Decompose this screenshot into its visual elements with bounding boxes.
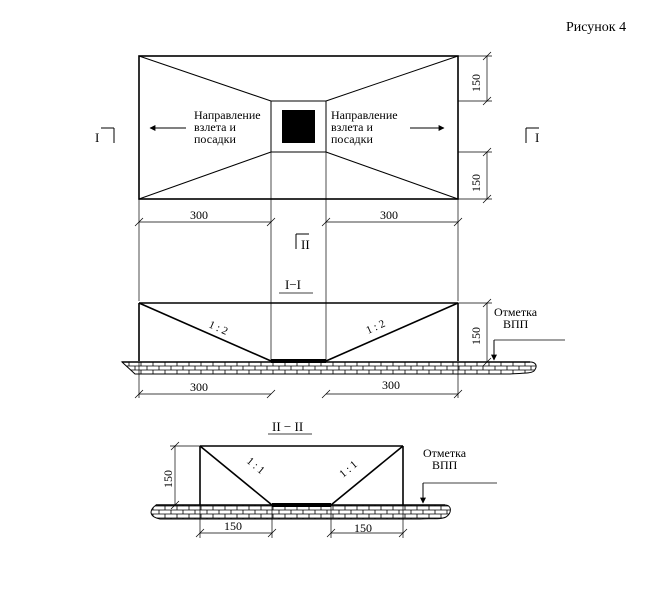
dim-label-300-left: 300	[190, 208, 208, 222]
dim-label-150-top: 150	[469, 74, 483, 92]
ground-hatch	[151, 505, 450, 519]
slope-label-left: 1 : 1	[244, 455, 267, 477]
ground-hatch	[122, 362, 536, 374]
dim-label-300-right: 300	[382, 378, 400, 392]
slope-label-left: 1 : 2	[206, 318, 230, 338]
plan-diagonal	[326, 152, 458, 199]
dim-label-150: 150	[469, 327, 483, 345]
dim-label-150-bottom: 150	[469, 174, 483, 192]
section-2-slope	[200, 446, 272, 505]
plan-dim-bottom	[135, 218, 462, 226]
section-1-slope	[139, 303, 271, 361]
dim-label-300-left: 300	[190, 380, 208, 394]
svg-text:I: I	[95, 130, 100, 145]
figure-label: Рисунок 4	[566, 20, 627, 35]
plan-view	[95, 52, 539, 361]
direction-label-left: Направление взлета и посадки	[194, 108, 261, 146]
dim-label-300-right: 300	[380, 208, 398, 222]
plan-diagonal	[326, 56, 458, 101]
section-mark-center	[296, 234, 310, 252]
plan-center-block	[282, 110, 315, 143]
elevation-label: Отметка ВПП	[423, 446, 467, 472]
dim-label-150-left: 150	[224, 519, 242, 533]
section-1-slope	[326, 303, 458, 361]
section-1	[122, 277, 565, 398]
direction-label-right: Направление взлета и посадки	[331, 108, 398, 146]
slope-label-right: 1 : 1	[337, 458, 360, 481]
plan-diagonal	[139, 56, 271, 101]
svg-text:II: II	[301, 237, 310, 252]
section-2	[151, 419, 497, 538]
dim-label-150: 150	[161, 470, 175, 488]
section-mark-left	[95, 128, 114, 145]
dim-label-150-right: 150	[354, 521, 372, 535]
plan-diagonal	[139, 152, 271, 199]
section-1-title: I−I	[285, 277, 301, 292]
svg-text:I: I	[535, 130, 540, 145]
section-mark-right	[526, 128, 539, 145]
elevation-label: Отметка ВПП	[494, 305, 538, 331]
slope-label-right: 1 : 2	[364, 317, 388, 337]
section-2-title: II − II	[272, 419, 304, 434]
